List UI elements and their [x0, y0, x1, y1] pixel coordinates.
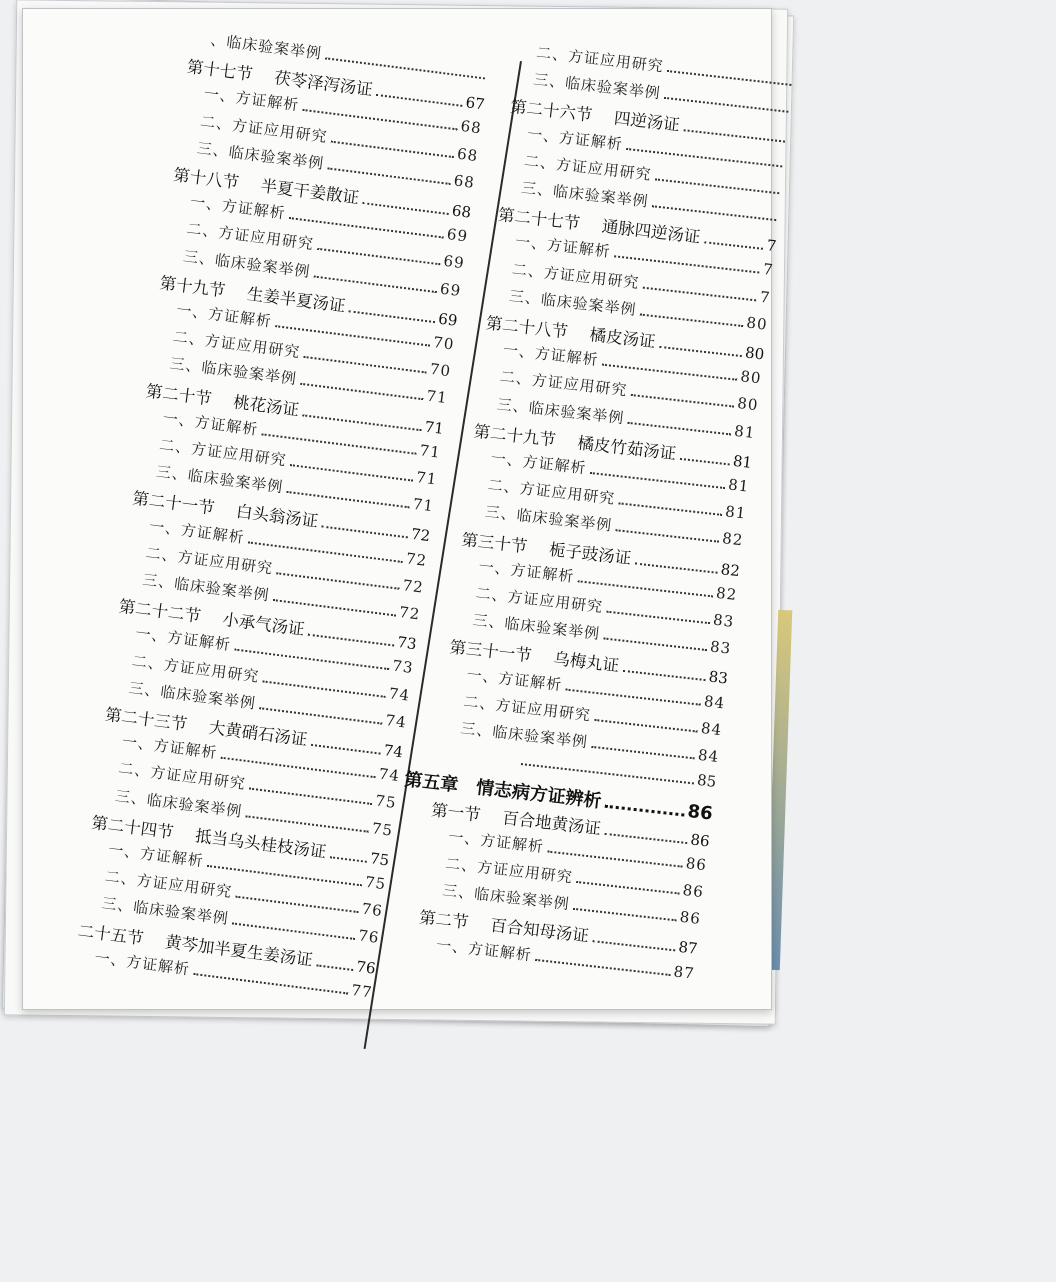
- toc-page-number: 86: [684, 853, 708, 875]
- toc-page-number: 80: [744, 343, 766, 364]
- toc-entry-title: 生姜半夏汤证: [245, 284, 347, 316]
- toc-gap: [200, 622, 222, 625]
- toc-section-number: 二十五节: [76, 920, 145, 948]
- toc-gap: [592, 121, 614, 123]
- toc-dot-leader: [622, 670, 705, 681]
- toc-entry-title: 茯苓泽泻汤证: [273, 68, 374, 100]
- toc-page-number: 84: [697, 745, 720, 767]
- toc-entry-title: 一、方证解析: [134, 624, 233, 655]
- toc-section-number: 第二十六节: [509, 97, 594, 126]
- toc-entry-title: 小承气汤证: [221, 610, 306, 640]
- toc-dot-leader: [193, 973, 348, 995]
- toc-dot-leader: [640, 313, 743, 327]
- toc-entry-title: 一、方证解析: [120, 732, 219, 763]
- toc-page-number: 82: [719, 559, 741, 580]
- toc-gap: [579, 229, 601, 231]
- toc-page-number: 75: [364, 872, 388, 894]
- toc-entry-title: 、临床验案举例: [209, 30, 323, 63]
- toc-page-number: 67: [464, 93, 486, 114]
- toc-page-number: 83: [709, 637, 733, 658]
- toc-dot-leader: [310, 744, 380, 755]
- toc-page-number: 80: [736, 394, 760, 415]
- toc-page-number: 69: [445, 225, 470, 246]
- toc-dot-leader: [535, 958, 670, 975]
- toc-entry-title: 三、临床验案举例: [127, 678, 257, 713]
- toc-entry-title: 百合地黄汤证: [501, 807, 602, 838]
- toc-entry-title: 二、方证应用研究: [474, 583, 604, 617]
- toc-entry-title: 三、临床验案举例: [508, 286, 638, 319]
- toc-entry-title: 二、方证应用研究: [158, 435, 288, 470]
- toc-page-number: 84: [703, 691, 727, 712]
- toc-dot-leader: [643, 286, 757, 301]
- toc-entry-title: 三、临床验案举例: [459, 719, 589, 752]
- toc-dot-leader: [652, 205, 776, 221]
- toc-page-number: 73: [391, 656, 415, 678]
- toc-page-number: 70: [432, 333, 456, 354]
- toc-page-number: 68: [456, 144, 480, 165]
- toc-gap: [555, 446, 577, 448]
- toc-page-number: 70: [428, 360, 453, 381]
- toc-entry-title: 一、方证解析: [465, 665, 564, 694]
- toc-gap: [567, 338, 589, 340]
- toc-gap: [531, 662, 553, 664]
- toc-entry-title: 大黄硝石汤证: [207, 718, 309, 750]
- toc-section-number: 第二十三节: [104, 704, 189, 735]
- toc-page-number: 77: [350, 980, 374, 1002]
- toc-entry-title: 一、方证解析: [175, 300, 273, 331]
- toc-page-number: 84: [700, 718, 724, 739]
- toc-section-number: 第二十二节: [117, 596, 202, 627]
- toc-entry-title: 三、临床验案举例: [141, 570, 271, 605]
- toc-page-number: 72: [401, 576, 425, 597]
- toc-entry-title: 三、临床验案举例: [195, 138, 326, 173]
- toc-page-number: 72: [410, 525, 432, 546]
- toc-entry-title: 一、方证解析: [477, 556, 576, 586]
- toc-gap: [211, 404, 233, 407]
- toc-page-number: 71: [425, 387, 449, 408]
- toc-page-number: 71: [423, 417, 445, 438]
- toc-entry-title: 一、方证解析: [93, 948, 192, 979]
- toc-dot-leader: [330, 856, 367, 863]
- toc-section-number: 第三十一节: [448, 637, 533, 666]
- toc-gap: [527, 552, 549, 554]
- toc-section-number: 第十七节: [185, 57, 254, 85]
- toc-dot-leader: [606, 611, 709, 625]
- toc-entry-title: 三、临床验案举例: [520, 178, 650, 211]
- toc-page-number: 74: [377, 764, 401, 786]
- toc-entry-title: 三、临床验案举例: [168, 354, 298, 389]
- toc-entry-title: 一、方证解析: [489, 448, 588, 478]
- toc-page-number: 81: [724, 502, 748, 523]
- toc-entry-title: 三、临床验案举例: [100, 894, 230, 929]
- toc-dot-leader: [605, 805, 685, 817]
- toc-entry-title: 橘皮竹茹汤证: [576, 433, 678, 464]
- toc-page-number: 69: [439, 279, 463, 300]
- toc-page-number: 72: [398, 602, 422, 624]
- toc-entry-title: 二、方证应用研究: [511, 259, 641, 292]
- toc-entry-title: 一、方证解析: [148, 516, 246, 547]
- toc-page-number: 7: [762, 260, 775, 280]
- toc-dot-leader: [591, 746, 694, 760]
- toc-page-number: 76: [357, 926, 381, 948]
- toc-dot-leader: [631, 394, 734, 408]
- toc-entry-title: 一、方证解析: [526, 124, 624, 154]
- toc-page-number: 82: [715, 583, 739, 604]
- toc-page-number: 80: [739, 367, 763, 388]
- toc-page-number: 71: [415, 468, 439, 489]
- toc-gap: [143, 944, 165, 947]
- toc-section-number: 第二十节: [144, 381, 213, 409]
- toc-page-number: 85: [696, 771, 718, 792]
- toc-entry-title: 一、方证解析: [107, 840, 205, 871]
- toc-entry-title: 二、方证应用研究: [199, 111, 329, 146]
- toc-dot-leader: [604, 832, 687, 843]
- toc-dot-leader: [576, 881, 679, 895]
- toc-page-number: 83: [707, 667, 729, 688]
- toc-page: [22, 8, 778, 1010]
- toc-entry-title: 二、方证应用研究: [103, 867, 234, 902]
- toc-page-number: 81: [732, 451, 754, 472]
- toc-gap: [480, 820, 502, 822]
- toc-entry-title: 二、方证应用研究: [486, 475, 617, 509]
- toc-entry-title: 情志病方证辨析: [474, 777, 603, 813]
- toc-page-number: 68: [450, 201, 473, 222]
- toc-entry-title: 二、方证应用研究: [117, 759, 247, 794]
- toc-entry-title: 一、方证解析: [514, 232, 612, 262]
- toc-page-number: 71: [418, 441, 442, 462]
- toc-dot-leader: [704, 241, 764, 250]
- toc-entry-title: 三、临床验案举例: [114, 786, 244, 821]
- toc-dot-leader: [594, 719, 697, 733]
- toc-gap: [214, 514, 236, 517]
- toc-page-number: 68: [459, 117, 483, 138]
- toc-dot-leader: [616, 530, 719, 544]
- toc-gap: [186, 730, 208, 733]
- toc-dot-leader: [659, 346, 742, 357]
- toc-section-number: 第二十一节: [131, 489, 216, 519]
- toc-section-number: 第二十八节: [484, 313, 569, 342]
- toc-dot-leader: [628, 421, 731, 435]
- toc-entry-title: 三、临床验案举例: [441, 881, 571, 914]
- toc-entry-title: 二、方证应用研究: [444, 854, 574, 887]
- toc-page-number: 75: [369, 849, 391, 870]
- toc-entry-title: 一、方证解析: [202, 84, 301, 115]
- toc-entry-title: 三、临床验案举例: [471, 611, 601, 644]
- toc-entry-title: 一、方证解析: [447, 827, 545, 856]
- toc-page-number: 86: [686, 801, 714, 826]
- toc-section-number: 第三十节: [460, 529, 529, 556]
- toc-entry-title: 一、方证解析: [502, 340, 600, 370]
- toc-entry-title: 栀子豉汤证: [548, 539, 633, 568]
- toc-entry-title: 橘皮汤证: [588, 325, 657, 352]
- toc-gap: [252, 80, 274, 83]
- toc-entry-title: 白头翁汤证: [235, 502, 320, 532]
- toc-entry-title: 三、临床验案举例: [154, 462, 285, 497]
- toc-entry-title: 二、方证应用研究: [185, 219, 315, 254]
- toc-entry-title: 乌梅丸证: [552, 649, 621, 676]
- toc-entry-title: 通脉四逆汤证: [600, 216, 702, 247]
- toc-page-number: 86: [681, 880, 705, 902]
- toc-entry-title: 二、方证应用研究: [523, 151, 653, 184]
- toc-entry-title: 黄芩加半夏生姜汤证: [164, 931, 314, 970]
- toc-page-number: 86: [689, 830, 711, 851]
- toc-entry-title: 一、方证解析: [435, 935, 533, 964]
- toc-dot-leader: [619, 503, 722, 517]
- toc-dot-leader: [603, 638, 706, 652]
- toc-section-number: 第二十七节: [497, 205, 582, 234]
- toc-dot-leader: [667, 70, 791, 86]
- toc-entry-title: 三、临床验案举例: [495, 394, 626, 427]
- toc-page-number: 86: [678, 907, 702, 929]
- toc-page-number: 82: [721, 529, 745, 550]
- toc-entry-title: 百合知母汤证: [489, 916, 590, 946]
- toc-page-number: 69: [442, 252, 466, 273]
- toc-dot-leader: [316, 964, 353, 971]
- toc-page-number: 7: [765, 236, 778, 256]
- toc-entry-title: 抵当乌头桂枝汤证: [194, 825, 328, 862]
- toc-section-number: 第一节: [430, 799, 482, 825]
- toc-section-number: 第十九节: [158, 273, 227, 301]
- toc-page-number: 83: [712, 610, 736, 631]
- toc-page-number: 74: [382, 741, 404, 762]
- toc-page-number: 72: [404, 549, 429, 570]
- toc-entry-title: 一、方证解析: [189, 192, 287, 223]
- toc-entry-title: 二、方证应用研究: [171, 327, 302, 362]
- toc-page-number: 74: [387, 683, 412, 705]
- toc-gap: [458, 792, 476, 794]
- toc-gap: [238, 188, 260, 191]
- toc-entry-title: 二、方证应用研究: [131, 651, 261, 686]
- toc-dot-leader: [634, 562, 717, 573]
- toc-dot-leader: [655, 178, 779, 194]
- toc-section-number: 第二节: [418, 908, 470, 933]
- toc-page-number: 69: [437, 309, 459, 330]
- toc-entry-title: 一、方证解析: [161, 408, 260, 439]
- toc-entry-title: 二、方证应用研究: [144, 543, 274, 578]
- toc-page-number: 75: [374, 791, 398, 813]
- toc-entry-title: 二、方证应用研究: [462, 692, 592, 725]
- toc-page-number: 76: [360, 899, 384, 921]
- toc-entry-title: 三、临床验案举例: [532, 70, 662, 103]
- toc-section-number: 第二十九节: [472, 421, 557, 450]
- toc-entry-title: 二、方证应用研究: [535, 43, 665, 76]
- toc-section-number: 第五章: [403, 769, 460, 797]
- toc-entry-title: 半夏干姜散证: [259, 176, 361, 208]
- toc-page-number: 68: [452, 171, 476, 192]
- toc-gap: [225, 296, 247, 299]
- toc-page-number: 76: [355, 957, 377, 978]
- toc-page-number: 75: [370, 818, 395, 840]
- toc-page-number: 74: [384, 710, 408, 732]
- toc-entry-title: 二、方证应用研究: [499, 367, 629, 400]
- toc-page-number: 71: [411, 495, 436, 516]
- toc-page-number: 81: [727, 475, 751, 496]
- toc-page-number: 81: [733, 421, 757, 442]
- toc-section-number: 第二十四节: [90, 812, 175, 843]
- toc-entry-title: 三、临床验案举例: [182, 246, 312, 281]
- toc-gap: [173, 838, 195, 841]
- toc-entry-title: 四逆汤证: [612, 108, 681, 136]
- toc-dot-leader: [573, 908, 676, 922]
- toc-page-number: 80: [745, 313, 769, 334]
- toc-dot-leader: [679, 458, 729, 466]
- toc-entry-title: 三、临床验案举例: [483, 502, 614, 536]
- toc-page-number: 87: [677, 938, 699, 959]
- toc-section-number: 第十八节: [172, 165, 241, 193]
- toc-page-number: 7: [759, 287, 772, 307]
- toc-entry-title: 桃花汤证: [232, 392, 301, 420]
- toc-page-number: 73: [396, 633, 418, 654]
- toc-dot-leader: [592, 940, 675, 951]
- toc-page-number: 87: [672, 962, 696, 983]
- toc-dot-leader: [664, 97, 788, 113]
- toc-gap: [468, 929, 490, 931]
